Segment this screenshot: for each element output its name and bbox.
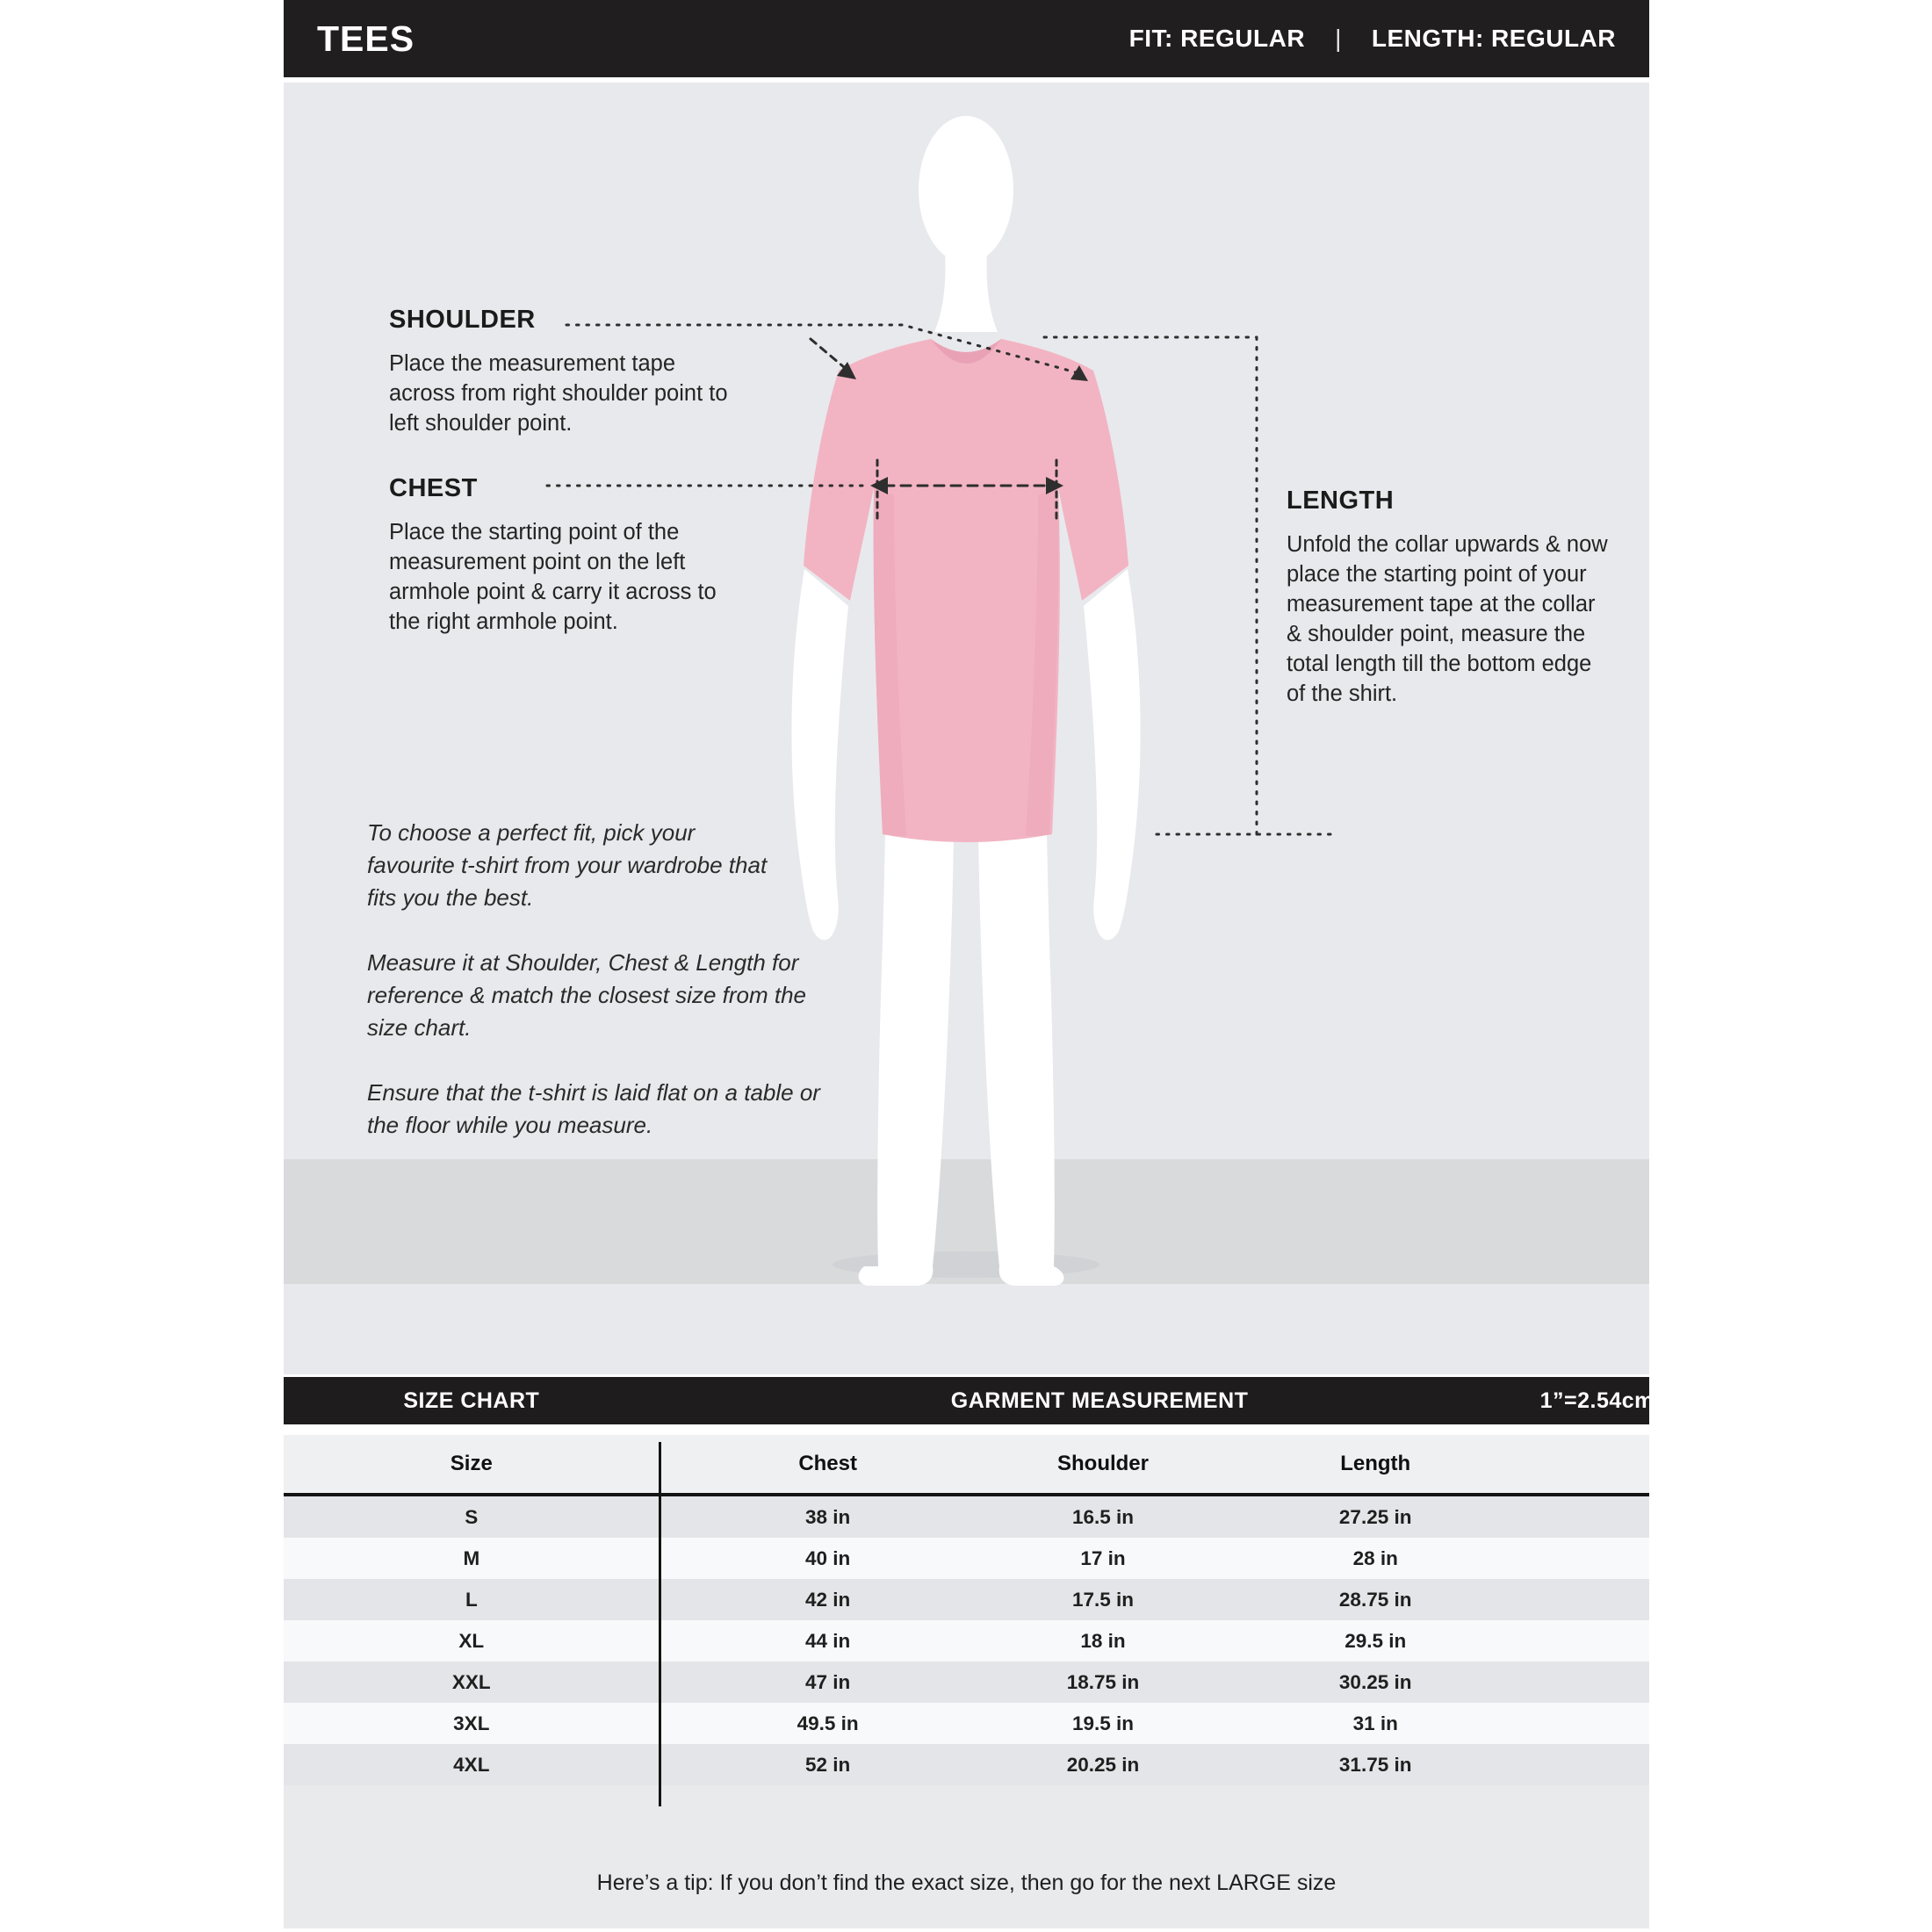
table-row-3xl (284, 1703, 1649, 1744)
chest-arrowhead-left (870, 477, 888, 494)
row-size-label: S (465, 1505, 479, 1528)
cell-shoulder: 19.5 in (1071, 1712, 1135, 1734)
length-label: LENGTH: REGULAR (1371, 25, 1616, 52)
table-row-m (284, 1538, 1649, 1579)
cell-chest: 38 in (805, 1505, 851, 1528)
unit-conversion-label: 1”=2.54cm (1539, 1388, 1654, 1413)
tip-paragraph-1: To choose a perfect fit, pick your favourite t-shirt from your wardrobe that fits you the best. (367, 819, 768, 911)
cell-shoulder: 18 in (1080, 1629, 1126, 1652)
shoulder-instruction-text: Place the measurement tape across from right shoulder point to left shoulder point. (389, 351, 728, 436)
cell-length: 28 in (1352, 1546, 1398, 1569)
tip-paragraph-2: Measure it at Shoulder, Chest & Length for reference & match the closest size from the size chart. (367, 949, 806, 1041)
cell-shoulder: 18.75 in (1066, 1670, 1140, 1693)
cell-chest: 44 in (805, 1629, 851, 1652)
size-chart-label: SIZE CHART (403, 1388, 540, 1413)
cell-chest: 49.5 in (797, 1712, 859, 1734)
shoulder-instruction-title: SHOULDER (389, 306, 536, 334)
row-size-label: M (463, 1546, 480, 1569)
length-instruction-title: LENGTH (1287, 487, 1395, 515)
header-cell-length: Length (1340, 1452, 1411, 1475)
table-row-xl (284, 1620, 1649, 1662)
row-size-label: XXL (451, 1670, 491, 1693)
measurement-guide-panel (284, 83, 1649, 1374)
cell-length: 30.25 in (1338, 1670, 1412, 1693)
header-cell-shoulder: Shoulder (1056, 1452, 1149, 1475)
header-cell-size: Size (450, 1452, 493, 1475)
cell-shoulder: 17.5 in (1071, 1588, 1135, 1611)
cell-chest: 47 in (805, 1670, 851, 1693)
tip-paragraph-3: Ensure that the t-shirt is laid flat on a table or the floor while you measure. (367, 1079, 820, 1138)
header-cell-chest: Chest (798, 1452, 857, 1475)
table-row-xxl (284, 1662, 1649, 1703)
cell-chest: 40 in (805, 1546, 851, 1569)
cell-length: 27.25 in (1338, 1505, 1412, 1528)
cell-length: 29.5 in (1344, 1629, 1407, 1652)
column-divider (659, 1442, 661, 1806)
table-header-row (284, 1435, 1649, 1493)
length-instruction (1287, 487, 1638, 709)
page-title: TEES (317, 18, 415, 59)
separator: | (1335, 25, 1342, 52)
length-instruction-text: Unfold the collar upwards & now place the starting point of your measurement tape at the collar & shoulder point, measure the total length till the bottom edge of the shirt. (1287, 532, 1608, 706)
chest-arrowhead-right (1046, 477, 1063, 494)
cell-shoulder: 20.25 in (1066, 1753, 1140, 1776)
row-size-label: L (465, 1588, 478, 1611)
size-chart-header-bar (284, 1377, 1654, 1424)
garment-measurement-label: GARMENT MEASUREMENT (950, 1388, 1249, 1413)
fit-tips (367, 817, 894, 1174)
cell-chest: 42 in (805, 1588, 851, 1611)
table-row-s (284, 1496, 1649, 1538)
chest-instruction-text: Place the starting point of the measurement point on the left armhole point & carry it across to the right armhole point. (389, 520, 717, 634)
row-size-label: XL (458, 1629, 485, 1652)
tees-header-bar (284, 0, 1649, 77)
chest-instruction-title: CHEST (389, 474, 478, 502)
shoulder-instruction (389, 306, 784, 438)
row-size-label: 4XL (453, 1753, 490, 1776)
cell-chest: 52 in (805, 1753, 851, 1776)
measurement-annotation-lines (284, 83, 1649, 1374)
table-row-4xl (284, 1744, 1649, 1785)
footer-tip: Here’s a tip: If you don’t find the exact size, then go for the next LARGE size (596, 1871, 1337, 1895)
cell-length: 31.75 in (1338, 1753, 1412, 1776)
size-chart-table (284, 1435, 1649, 1928)
cell-length: 28.75 in (1338, 1588, 1412, 1611)
table-row-l (284, 1579, 1649, 1620)
fit-length-info (1129, 25, 1616, 53)
fit-label: FIT: REGULAR (1128, 25, 1306, 52)
cell-shoulder: 17 in (1080, 1546, 1126, 1569)
chest-instruction (389, 474, 784, 637)
row-size-label: 3XL (453, 1712, 490, 1734)
cell-shoulder: 16.5 in (1071, 1505, 1135, 1528)
cell-length: 31 in (1352, 1712, 1398, 1734)
shoulder-right-arrowhead (1071, 365, 1088, 381)
